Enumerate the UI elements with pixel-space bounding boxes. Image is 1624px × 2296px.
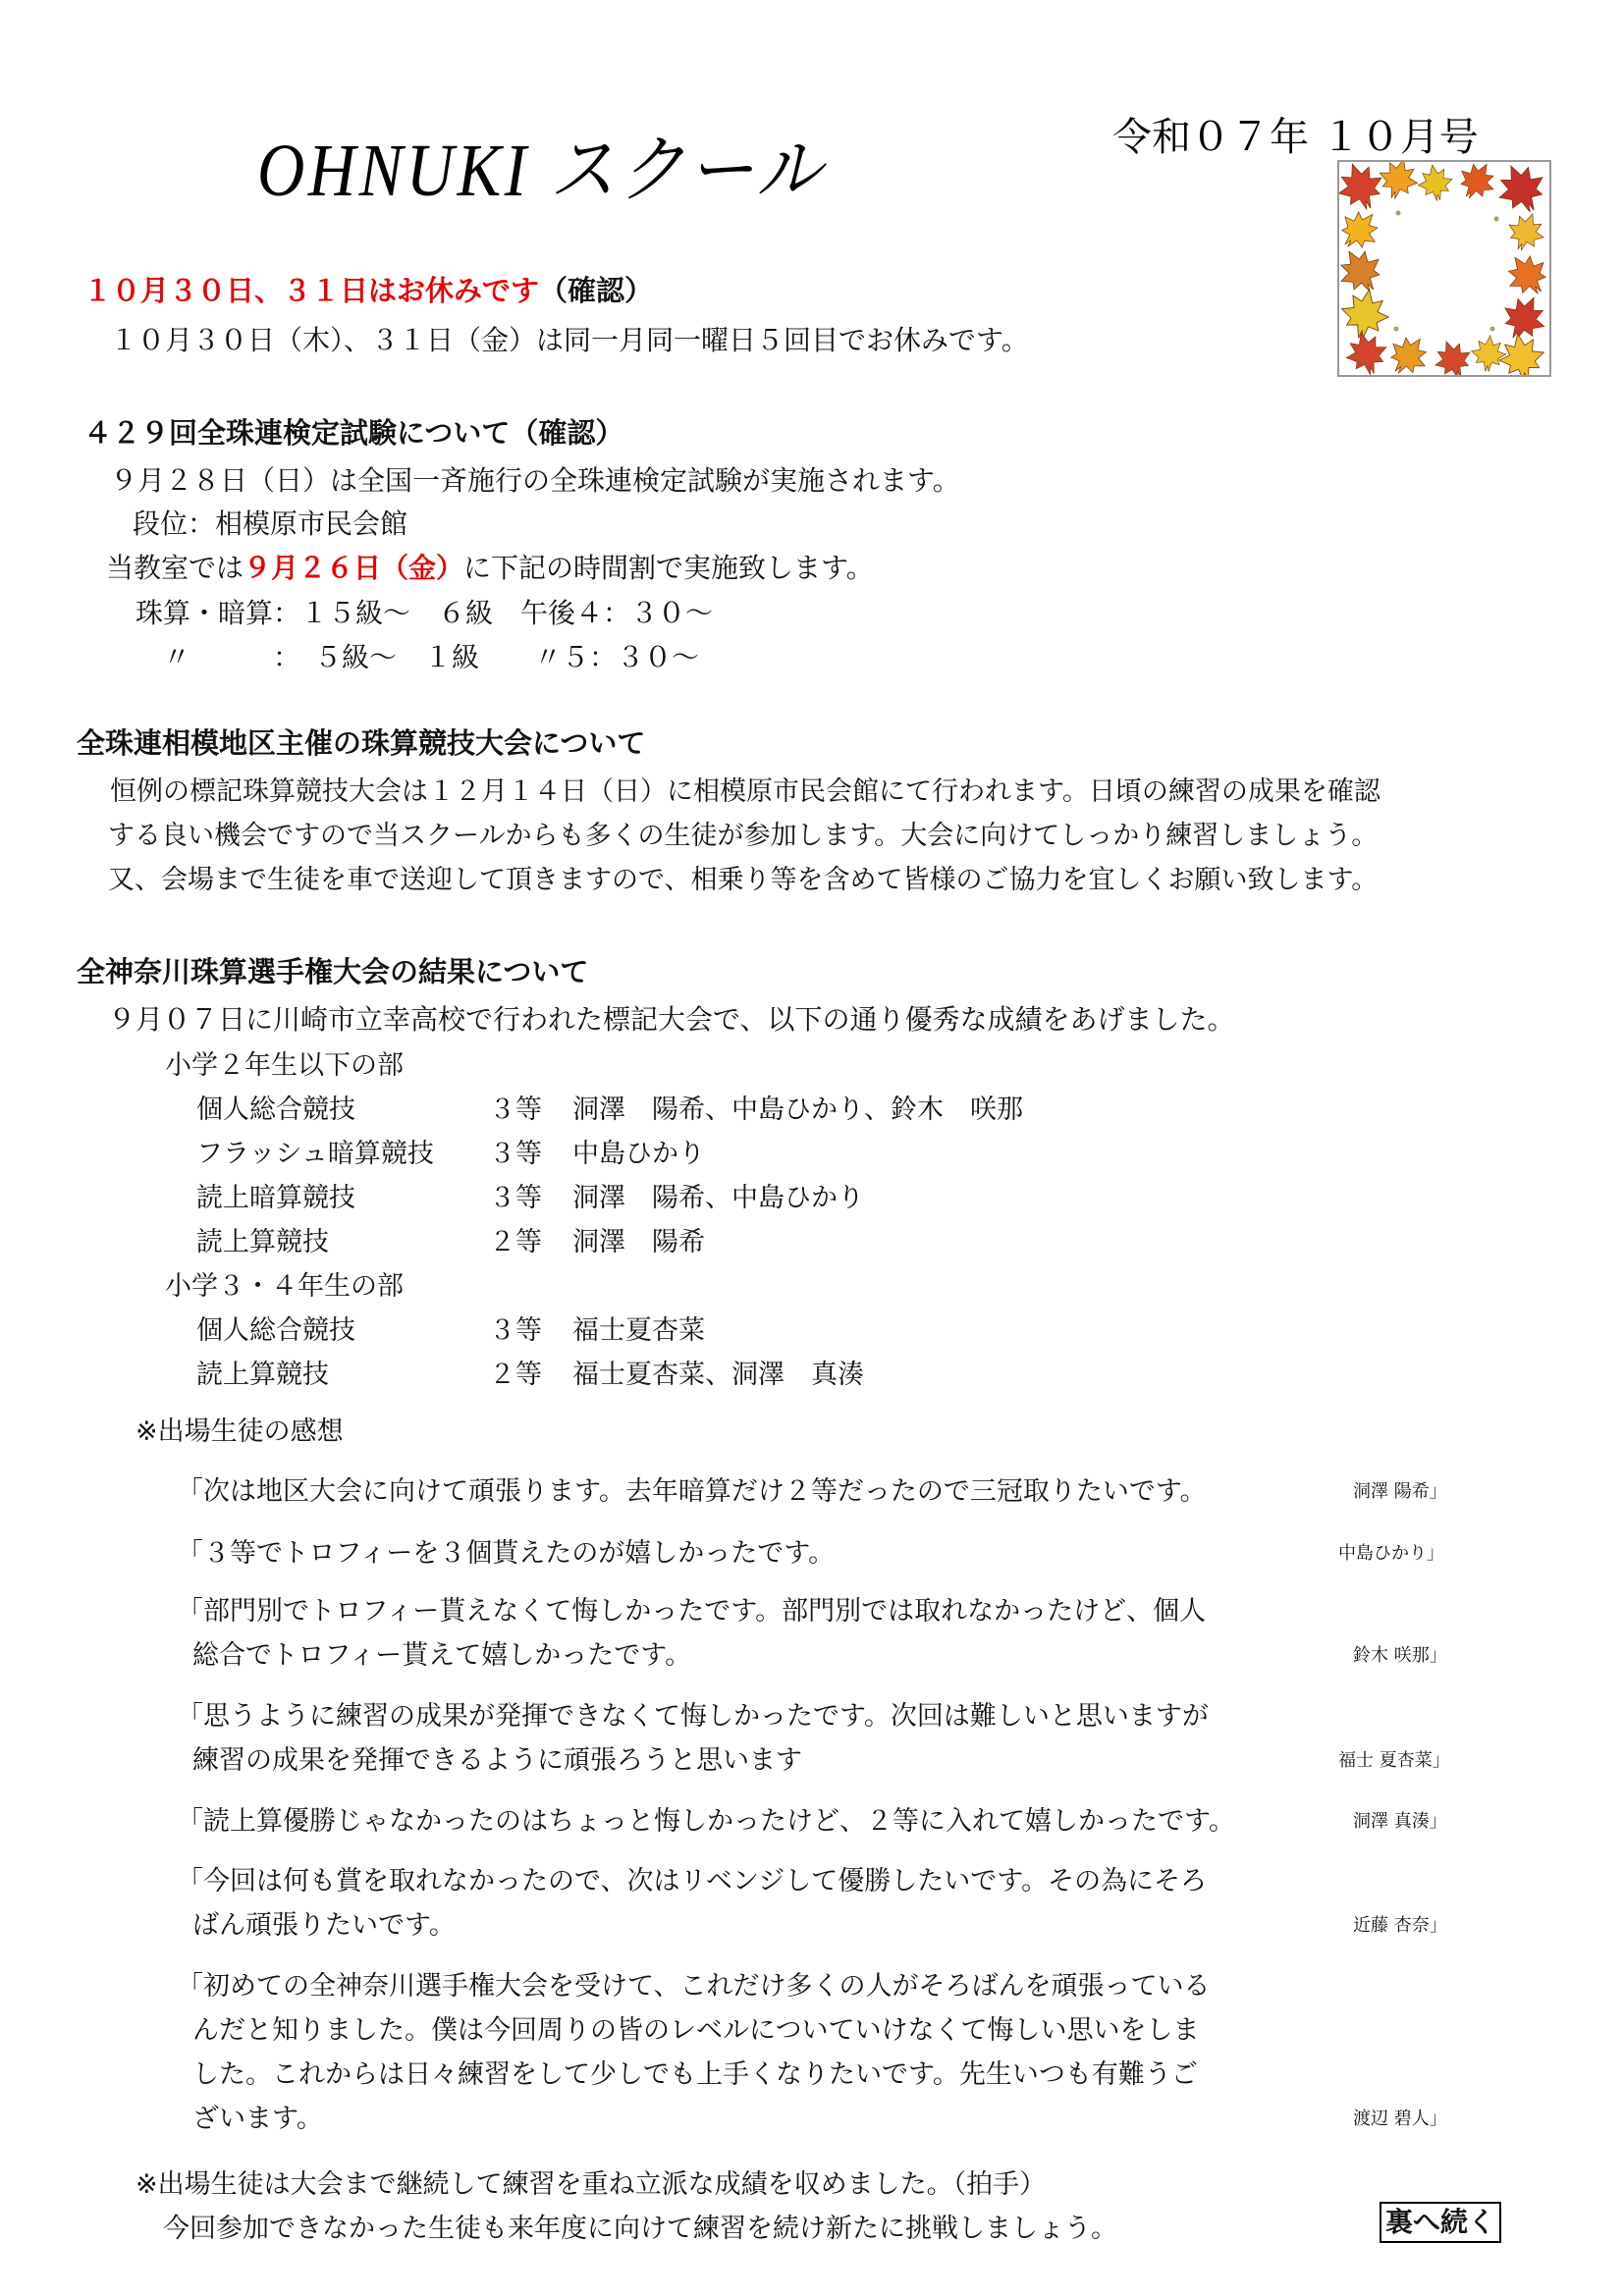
holiday-heading-suffix: （確認） (539, 274, 654, 307)
result-names: 福士夏杏菜、洞澤 真湊 (572, 1360, 864, 1390)
holiday-heading (83, 269, 653, 309)
comment-author: 中島ひかり」 (1338, 1543, 1444, 1564)
result-event: 個人総合競技 (196, 1315, 355, 1346)
holiday-body: １０月３０日（木）、３１日（金）は同一月同一曜日５回目でお休みです。 (110, 324, 1029, 356)
kanagawa-intro: ９月０７日に川崎市立幸高校で行われた標記大会で、以下の通り優秀な成績をあげました。 (108, 1003, 1235, 1036)
result-rank: ３等 (489, 1095, 542, 1125)
comments-label: ※出場生徒の感想 (135, 1416, 344, 1447)
comment-line: した。これからは日々練習をして少しでも上手くなりたいです。先生いつも有難うご (192, 2059, 1198, 2090)
comment-line: ざいます。 (192, 2104, 323, 2134)
comment-author: 近藤 杏奈」 (1353, 1915, 1447, 1936)
comment-author: 洞澤 陽希」 (1353, 1481, 1447, 1502)
sagami-heading: 全珠連相模地区主催の珠算競技大会について (77, 726, 646, 760)
result-event: 読上算競技 (196, 1360, 329, 1390)
exam-heading: ４２９回全珠連検定試験について（確認） (83, 416, 624, 450)
exam-line-3-pre: 当教室では (106, 552, 244, 584)
footer-line-2: 今回参加できなかった生徒も来年度に向けて練習を続け新たに挑戦しましょう。 (163, 2214, 1117, 2244)
exam-line-3-date: ９月２６日（金） (244, 552, 464, 584)
result-event: 読上算競技 (196, 1227, 329, 1257)
comment-author: 洞澤 真湊」 (1353, 1811, 1447, 1832)
exam-line-3-post: に下記の時間割で実施致します。 (463, 552, 874, 584)
comment-line: 総合でトロフィー貰えて嬉しかったです。 (192, 1640, 692, 1671)
sagami-line: 恒例の標記珠算競技大会は１２月１４日（日）に相模原市民会館にて行われます。日頃の練習の成果を確認 (110, 776, 1380, 807)
group-label: 小学２年生以下の部 (165, 1050, 404, 1081)
result-rank: ２等 (489, 1360, 542, 1390)
footer-note: ※出場生徒は大会まで継続して練習を重ね立派な成績を収めました。（拍手） (135, 2169, 1047, 2200)
comment-line: 「初めての全神奈川選手権大会を受けて、これだけ多くの人がそろばんを頑張っている (177, 1971, 1211, 2002)
result-names: 洞澤 陽希、中島ひかり、鈴木 咲那 (572, 1095, 1023, 1125)
exam-schedule-row: 珠算・暗算：１５級～ ６級 午後４：３０～ (135, 597, 714, 629)
comment-line: 「思うように練習の成果が発揮できなくて悔しかったです。次回は難しいと思いますが (177, 1701, 1209, 1732)
exam-line-3 (106, 547, 874, 586)
comment-author: 鈴木 咲那」 (1353, 1645, 1447, 1666)
newsletter-title: OHNUKI スクール (257, 130, 826, 212)
comment-line: 「読上算優勝じゃなかったのはちょっと悔しかったけど、２等に入れて嬉しかったです。 (177, 1806, 1235, 1837)
exam-venue: 段位：相模原市民会館 (133, 507, 408, 540)
issue-date: 令和０７年 １０月号 (1112, 115, 1479, 160)
result-names: 洞澤 陽希、中島ひかり (572, 1183, 864, 1213)
result-rank: ３等 (489, 1139, 542, 1169)
continue-on-back-label: 裏へ続く (1380, 2202, 1501, 2243)
sagami-line: する良い機会ですので当スクールからも多くの生徒が参加します。大会に向けてしっかり練習しましょう。 (108, 821, 1379, 851)
result-event: 読上暗算競技 (196, 1183, 355, 1213)
comment-author: 福士 夏杏菜」 (1338, 1750, 1450, 1771)
result-event: 個人総合競技 (196, 1095, 355, 1125)
holiday-heading-red: １０月３０日、３１日はお休みです (83, 274, 540, 307)
group-label: 小学３・４年生の部 (165, 1271, 404, 1302)
result-names: 洞澤 陽希 (572, 1227, 705, 1257)
comment-line: 練習の成果を発揮できるように頑張ろうと思います (192, 1745, 802, 1776)
exam-schedule-row: 〃 ： ５級～ １級 〃５：３０～ (163, 641, 700, 673)
result-names: 中島ひかり (572, 1139, 705, 1169)
result-event: フラッシュ暗算競技 (196, 1139, 434, 1169)
comment-line: 「部門別でトロフィー貰えなくて悔しかったです。部門別では取れなかったけど、個人 (177, 1596, 1207, 1627)
comment-line: んだと知りました。僕は今回周りの皆のレベルについていけなくて悔しい思いをしま (192, 2015, 1200, 2046)
comment-line: ばん頑張りたいです。 (192, 1910, 456, 1941)
comment-author: 渡辺 碧人」 (1353, 2109, 1447, 2129)
sagami-line: 又、会場まで生徒を車で送迎して頂きますので、相乗り等を含めて皆様のご協力を宜しくお願い致します。 (108, 865, 1379, 895)
result-rank: ３等 (489, 1315, 542, 1346)
maple-leaves-frame-icon (1337, 160, 1551, 377)
result-names: 福士夏杏菜 (572, 1315, 705, 1346)
exam-line-1: ９月２８日（日）は全国一斉施行の全珠連検定試験が実施されます。 (110, 464, 960, 497)
comment-line: 「今回は何も賞を取れなかったので、次はリベンジして優勝したいです。その為にそろ (177, 1866, 1208, 1896)
comment-line: 「３等でトロフィーを３個貰えたのが嬉しかったです。 (177, 1538, 836, 1569)
kanagawa-heading: 全神奈川珠算選手権大会の結果について (77, 955, 589, 988)
result-rank: ２等 (489, 1227, 542, 1257)
comment-line: 「次は地区大会に向けて頑張ります。去年暗算だけ２等だったので三冠取りたいです。 (177, 1476, 1207, 1507)
result-rank: ３等 (489, 1183, 542, 1213)
